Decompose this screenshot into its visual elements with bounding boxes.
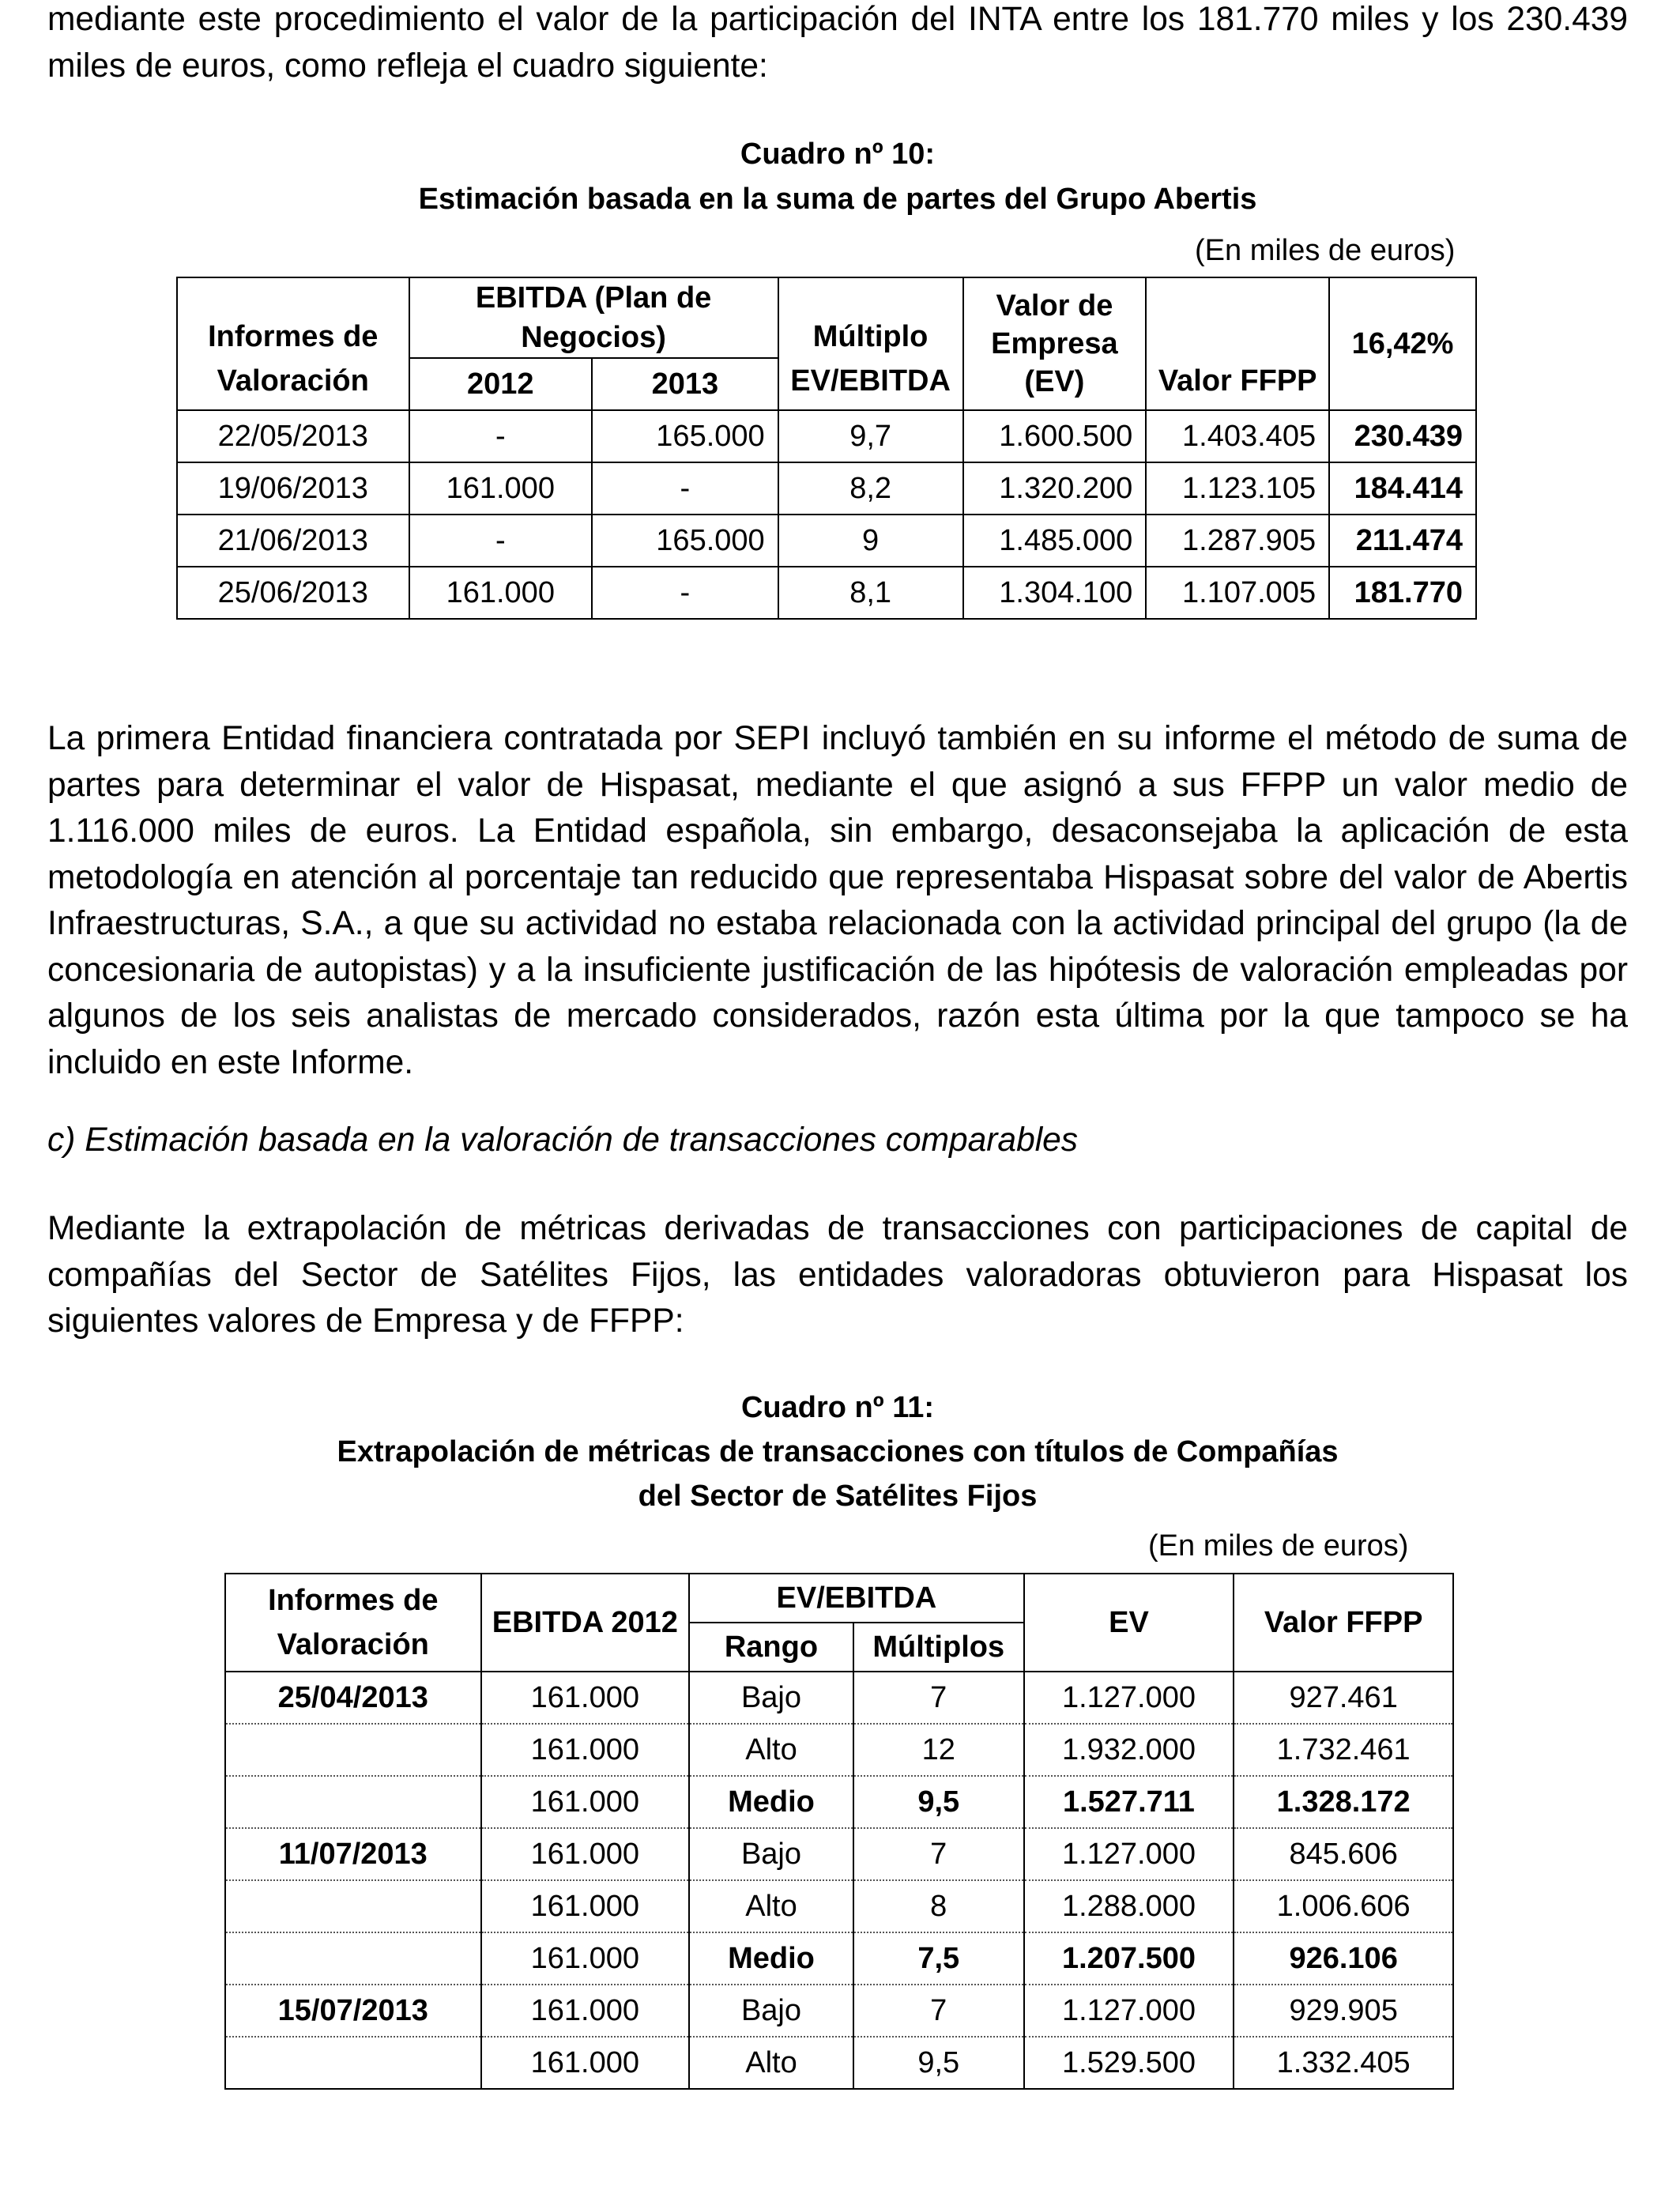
paragraph-2: La primera Entidad financiera contratada por SEPI incluyó también en su informe el método de suma de partes para determinar el valor de Hispasat, mediante el que asignó a sus FFPP un valor medio de 1.116.000 miles de euros. La Entidad española, sin embargo, desaconsejaba la aplicación de esta metodología en atención al porcentaje tan reducido que representaba Hispasat sobre del valor de Abertis Infraestructuras, S.A., a que su actividad no estaba relacionada con la actividad principal del grupo (la de concesionaria de autopistas) y a la insuficiente justificación de las hipótesis de valoración empleadas por algunos de los seis analistas de mercado considerados, razón esta última por la que tampoco se ha incluido en este Informe. bbox=[47, 720, 1628, 1081]
table-row bbox=[225, 1672, 1453, 1724]
cell-ebitda-2013: - bbox=[592, 462, 778, 515]
cell-pct: 211.474 bbox=[1329, 515, 1476, 567]
cell-multiplo: 8 bbox=[853, 1880, 1024, 1932]
header-informes: Informes de Valoración bbox=[177, 277, 409, 410]
cell-ev: 1.207.500 bbox=[1024, 1932, 1234, 1985]
table-row bbox=[225, 1880, 1453, 1932]
cell-rango: Bajo bbox=[689, 1828, 853, 1880]
header-2012: 2012 bbox=[409, 358, 593, 410]
table-row bbox=[177, 515, 1476, 567]
header-multiplos: Múltiplos bbox=[853, 1623, 1024, 1672]
header-valor-empresa: Valor de Empresa (EV) bbox=[963, 277, 1147, 410]
table-row bbox=[177, 567, 1476, 619]
table-row bbox=[225, 1985, 1453, 2037]
header-ev: EV bbox=[1024, 1574, 1234, 1672]
cell-multiplo: 9 bbox=[778, 515, 963, 567]
cell-multiplo: 9,7 bbox=[778, 410, 963, 462]
header-rango: Rango bbox=[689, 1623, 853, 1672]
cell-date: 25/04/2013 bbox=[225, 1672, 481, 1724]
cell-multiplo: 7 bbox=[853, 1828, 1024, 1880]
cell-ev: 1.600.500 bbox=[963, 410, 1147, 462]
cell-ev: 1.127.000 bbox=[1024, 1828, 1234, 1880]
cell-date: 25/06/2013 bbox=[177, 567, 409, 619]
cell-ffpp: 927.461 bbox=[1234, 1672, 1453, 1724]
cell-ev: 1.485.000 bbox=[963, 515, 1147, 567]
cell-ev: 1.304.100 bbox=[963, 567, 1147, 619]
cell-multiplo: 9,5 bbox=[853, 1776, 1024, 1828]
table10 bbox=[176, 277, 1477, 620]
intro-paragraph: mediante este procedimiento el valor de la participación del INTA entre los 181.770 miles y los 230.439 miles de euros, como refleja el cuadro siguiente: bbox=[47, 1, 1628, 85]
cell-ebitda-2012: - bbox=[409, 410, 593, 462]
table-row bbox=[177, 410, 1476, 462]
header-valor-ffpp: Valor FFPP bbox=[1146, 277, 1329, 410]
cell-date bbox=[225, 2037, 481, 2089]
cell-date bbox=[225, 1776, 481, 1828]
header-ebitda-2012: EBITDA 2012 bbox=[481, 1574, 690, 1672]
table10-caption-line1: Cuadro nº 10: bbox=[740, 138, 936, 171]
cell-ffpp: 1.403.405 bbox=[1146, 410, 1329, 462]
cell-date bbox=[225, 1724, 481, 1776]
cell-ebitda: 161.000 bbox=[481, 2037, 690, 2089]
cell-multiplo: 7 bbox=[853, 1985, 1024, 2037]
cell-ebitda-2012: - bbox=[409, 515, 593, 567]
cell-rango: Bajo bbox=[689, 1672, 853, 1724]
cell-pct: 230.439 bbox=[1329, 410, 1476, 462]
header-multiplo: Múltiplo EV/EBITDA bbox=[778, 277, 963, 410]
cell-rango: Bajo bbox=[689, 1985, 853, 2037]
cell-date: 22/05/2013 bbox=[177, 410, 409, 462]
cell-ev: 1.932.000 bbox=[1024, 1724, 1234, 1776]
cell-ebitda-2013: 165.000 bbox=[592, 515, 778, 567]
cell-ebitda: 161.000 bbox=[481, 1880, 690, 1932]
section-c-heading: c) Estimación basada en la valoración de transacciones comparables bbox=[47, 1122, 1079, 1159]
table11-caption-line1: Cuadro nº 11: bbox=[740, 1391, 935, 1424]
cell-ffpp: 1.006.606 bbox=[1234, 1880, 1453, 1932]
cell-ebitda: 161.000 bbox=[481, 1776, 690, 1828]
header-ebitda: EBITDA (Plan de Negocios) bbox=[409, 277, 778, 358]
header-ev-ebitda: EV/EBITDA bbox=[689, 1574, 1024, 1623]
table10-unit: (En miles de euros) bbox=[1195, 234, 1456, 267]
table11-caption-line3: del Sector de Satélites Fijos bbox=[638, 1480, 1038, 1513]
paragraph-3: Mediante la extrapolación de métricas derivadas de transacciones con participaciones de capital de compañías del Sector de Satélites Fijos, las entidades valoradoras obtuvieron para Hispasat los siguientes valores de Empresa y de FFPP: bbox=[47, 1210, 1628, 1340]
cell-ev: 1.127.000 bbox=[1024, 1672, 1234, 1724]
cell-pct: 181.770 bbox=[1329, 567, 1476, 619]
cell-ffpp: 1.287.905 bbox=[1146, 515, 1329, 567]
cell-ev: 1.127.000 bbox=[1024, 1985, 1234, 2037]
header-pct: 16,42% bbox=[1329, 277, 1476, 410]
cell-ffpp: 1.123.105 bbox=[1146, 462, 1329, 515]
cell-multiplo: 7 bbox=[853, 1672, 1024, 1724]
header-informes: Informes de Valoración bbox=[225, 1574, 481, 1672]
cell-ffpp: 929.905 bbox=[1234, 1985, 1453, 2037]
table11-caption-line2: Extrapolación de métricas de transacciones con títulos de Compañías bbox=[337, 1435, 1339, 1468]
cell-ffpp: 1.328.172 bbox=[1234, 1776, 1453, 1828]
cell-ebitda: 161.000 bbox=[481, 1724, 690, 1776]
table-row bbox=[225, 1828, 1453, 1880]
table10-caption-line2: Estimación basada en la suma de partes del Grupo Abertis bbox=[418, 183, 1257, 216]
cell-rango: Alto bbox=[689, 1724, 853, 1776]
cell-ev: 1.320.200 bbox=[963, 462, 1147, 515]
cell-ebitda: 161.000 bbox=[481, 1932, 690, 1985]
cell-multiplo: 7,5 bbox=[853, 1932, 1024, 1985]
cell-pct: 184.414 bbox=[1329, 462, 1476, 515]
cell-date: 21/06/2013 bbox=[177, 515, 409, 567]
cell-date bbox=[225, 1932, 481, 1985]
cell-ffpp: 845.606 bbox=[1234, 1828, 1453, 1880]
table11-unit: (En miles de euros) bbox=[1148, 1529, 1409, 1563]
cell-ffpp: 926.106 bbox=[1234, 1932, 1453, 1985]
header-valor-ffpp: Valor FFPP bbox=[1234, 1574, 1453, 1672]
table-row bbox=[225, 2037, 1453, 2089]
cell-date bbox=[225, 1880, 481, 1932]
cell-ffpp: 1.332.405 bbox=[1234, 2037, 1453, 2089]
cell-ffpp: 1.107.005 bbox=[1146, 567, 1329, 619]
cell-ebitda: 161.000 bbox=[481, 1828, 690, 1880]
cell-multiplo: 8,2 bbox=[778, 462, 963, 515]
table-row bbox=[225, 1776, 1453, 1828]
cell-date: 15/07/2013 bbox=[225, 1985, 481, 2037]
cell-ebitda: 161.000 bbox=[481, 1985, 690, 2037]
cell-ebitda-2012: 161.000 bbox=[409, 462, 593, 515]
cell-date: 11/07/2013 bbox=[225, 1828, 481, 1880]
cell-ffpp: 1.732.461 bbox=[1234, 1724, 1453, 1776]
cell-ebitda: 161.000 bbox=[481, 1672, 690, 1724]
cell-date: 19/06/2013 bbox=[177, 462, 409, 515]
cell-ev: 1.529.500 bbox=[1024, 2037, 1234, 2089]
cell-rango: Alto bbox=[689, 1880, 853, 1932]
cell-ev: 1.288.000 bbox=[1024, 1880, 1234, 1932]
cell-ebitda-2013: 165.000 bbox=[592, 410, 778, 462]
cell-rango: Alto bbox=[689, 2037, 853, 2089]
table-row bbox=[225, 1724, 1453, 1776]
cell-rango: Medio bbox=[689, 1776, 853, 1828]
cell-multiplo: 9,5 bbox=[853, 2037, 1024, 2089]
table-row bbox=[177, 462, 1476, 515]
cell-multiplo: 12 bbox=[853, 1724, 1024, 1776]
cell-ev: 1.527.711 bbox=[1024, 1776, 1234, 1828]
table-row bbox=[225, 1932, 1453, 1985]
table11 bbox=[224, 1573, 1454, 2090]
cell-rango: Medio bbox=[689, 1932, 853, 1985]
header-2013: 2013 bbox=[592, 358, 778, 410]
cell-ebitda-2013: - bbox=[592, 567, 778, 619]
cell-multiplo: 8,1 bbox=[778, 567, 963, 619]
cell-ebitda-2012: 161.000 bbox=[409, 567, 593, 619]
